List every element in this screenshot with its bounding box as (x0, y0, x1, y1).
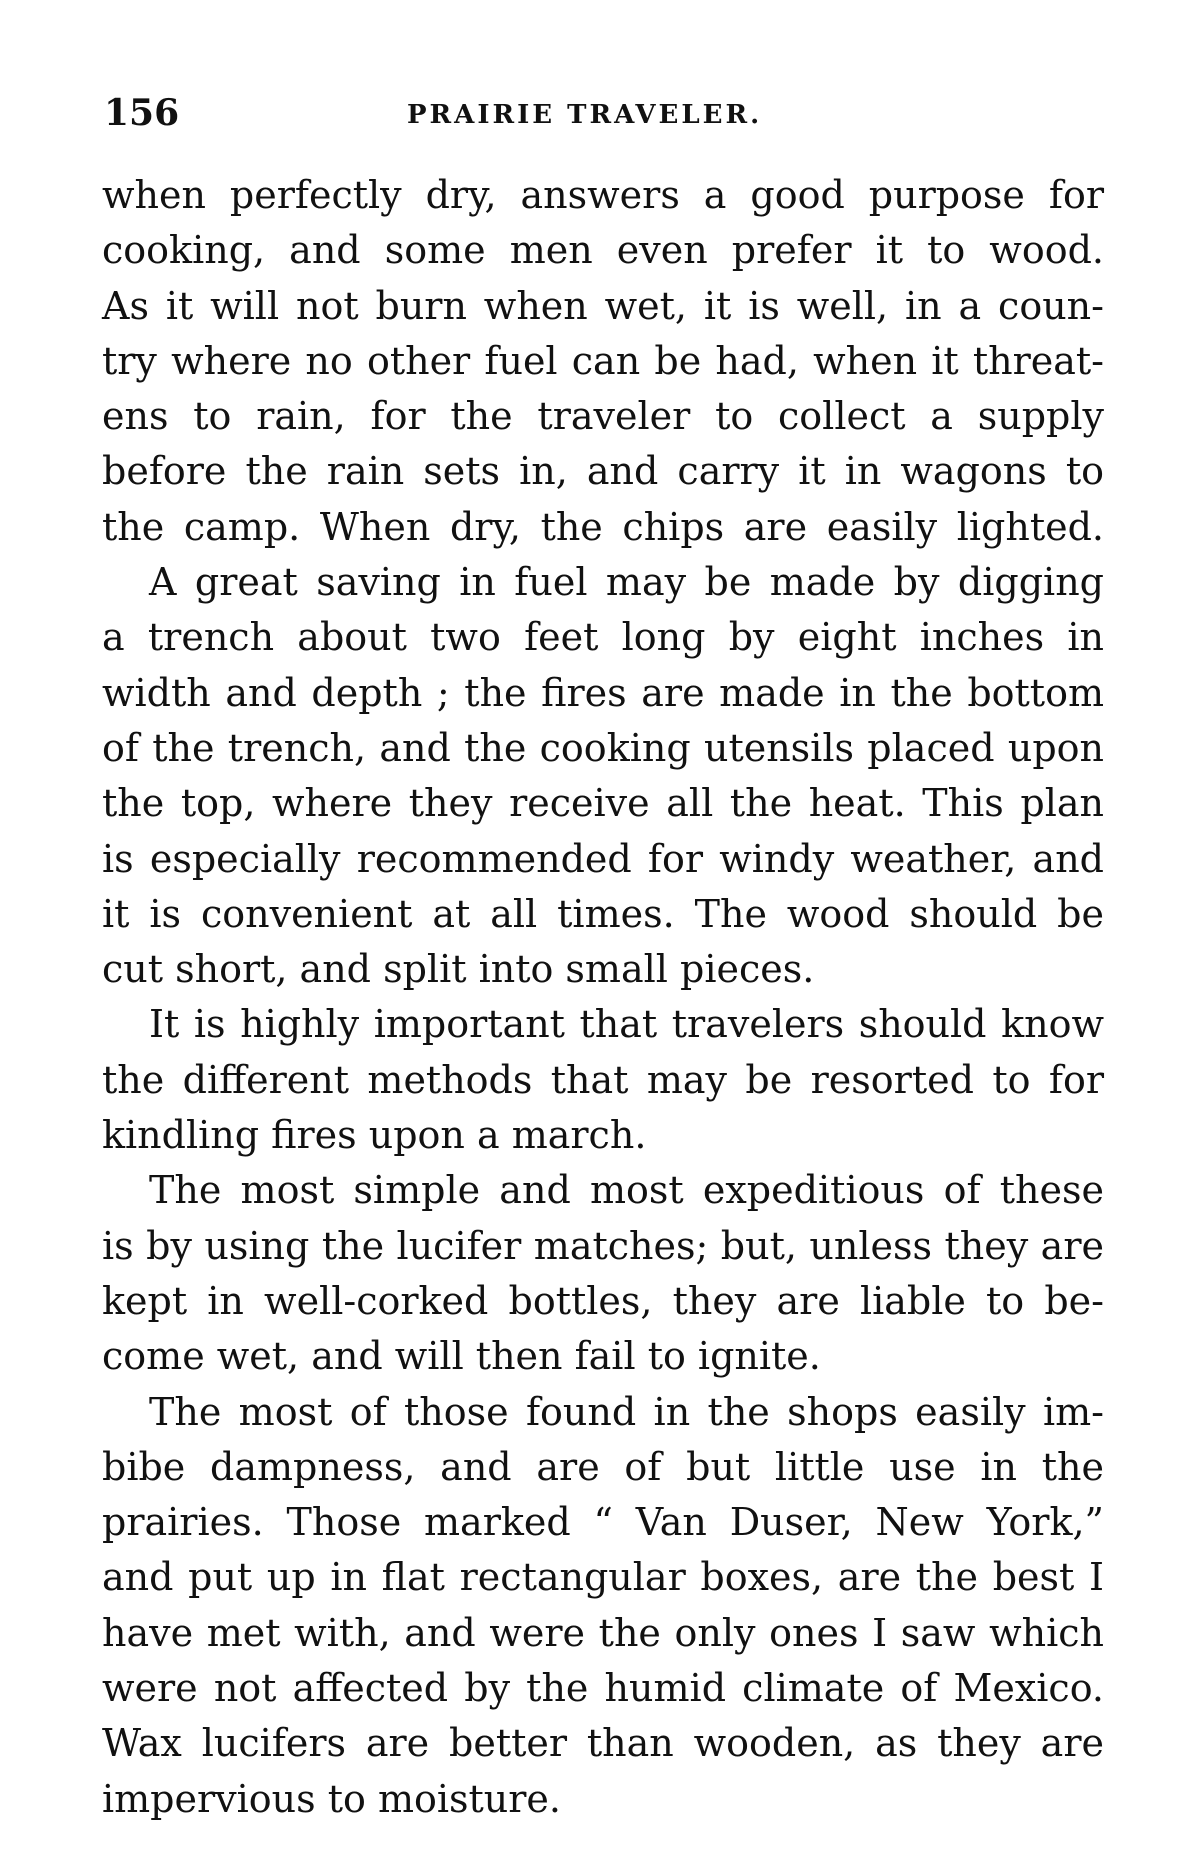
paragraph-first-line: The most of those found in the shops easily im- (149, 1389, 1104, 1434)
text-line: width and depth ; the fires are made in the bottom (102, 670, 1104, 715)
running-title: PRAIRIE TRAVELER. (407, 100, 763, 130)
text-line: ens to rain, for the traveler to collect a supply (102, 394, 1104, 439)
text-line: were not affected by the humid climate of Mexico. (102, 1666, 1104, 1711)
text-line: a trench about two feet long by eight inches in (102, 615, 1104, 660)
page-number: 156 (104, 92, 180, 134)
text-line: when perfectly dry, answers a good purpose for (102, 173, 1104, 217)
text-line: Wax lucifers are better than wooden, as they are (102, 1721, 1104, 1766)
text-line: is especially recommended for windy weather, and (102, 836, 1104, 881)
paragraph-last-line: come wet, and will then fail to ignite. (102, 1334, 821, 1379)
text-line: is by using the lucifer matches; but, unless they are (102, 1223, 1104, 1268)
text-line: kept in well-corked bottles, they are liable to be- (102, 1278, 1104, 1323)
text-line: it is convenient at all times. The wood should be (102, 891, 1104, 936)
text-line: of the trench, and the cooking utensils placed upon (102, 725, 1104, 770)
text-line: the different methods that may be resorted to for (102, 1057, 1104, 1102)
text-line: before the rain sets in, and carry it in wagons to (102, 449, 1104, 494)
paragraph-last-line: kindling fires upon a march. (102, 1113, 647, 1158)
running-head (104, 88, 1104, 138)
text-line: and put up in flat rectangular boxes, are the best I (102, 1555, 1104, 1600)
paragraph-last-line: cut short, and split into small pieces. (102, 947, 815, 992)
body-text (102, 168, 1104, 1827)
text-line: prairies. Those marked “ Van Duser, New York,” (102, 1500, 1104, 1545)
text-line: the top, where they receive all the heat. This plan (102, 781, 1104, 826)
text-line: bibe dampness, and are of but little use in the (102, 1444, 1104, 1489)
text-line: have met with, and were the only ones I saw which (102, 1610, 1104, 1655)
text-line: the camp. When dry, the chips are easily lighted. (102, 504, 1104, 549)
text-line: try where no other fuel can be had, when it threat- (102, 338, 1104, 383)
paragraph-last-line: impervious to moisture. (102, 1776, 561, 1821)
paragraph-first-line: It is highly important that travelers should know (149, 1002, 1104, 1047)
text-line: cooking, and some men even prefer it to wood. (102, 228, 1104, 273)
paragraph-first-line: A great saving in fuel may be made by digging (149, 560, 1104, 605)
text-line: As it will not burn when wet, it is well, in a coun- (102, 283, 1104, 328)
paragraph-first-line: The most simple and most expeditious of these (149, 1168, 1104, 1213)
